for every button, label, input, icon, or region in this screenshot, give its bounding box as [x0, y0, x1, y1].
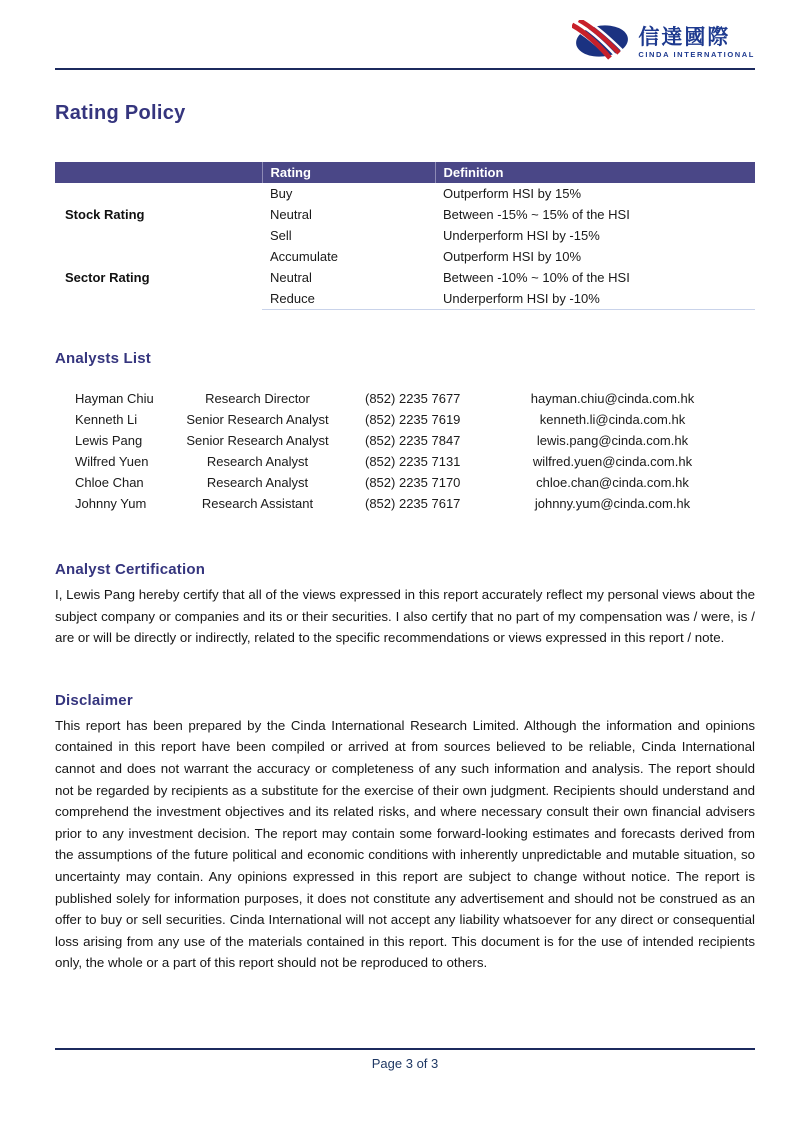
- analysts-table: [55, 388, 755, 514]
- rating-table-header-rating: Rating: [262, 162, 435, 183]
- table-row: [55, 472, 755, 493]
- analyst-phone: (852) 2235 7617: [365, 496, 461, 511]
- analyst-phone: (852) 2235 7847: [365, 433, 461, 448]
- page-footer: [55, 1048, 755, 1131]
- analyst-name: Hayman Chiu: [75, 391, 154, 406]
- cinda-logo-icon: [572, 20, 630, 67]
- rating-definition: Underperform HSI by -10%: [435, 288, 755, 310]
- analyst-name: Chloe Chan: [75, 475, 144, 490]
- page-title: Rating Policy: [55, 102, 186, 124]
- rating-definition: Between -15% ~ 15% of the HSI: [443, 207, 630, 222]
- analyst-title: Research Analyst: [206, 454, 309, 469]
- rating-table-header-definition: Definition: [435, 162, 755, 183]
- table-row: [55, 246, 755, 267]
- analyst-title: Research Analyst: [206, 475, 309, 490]
- analyst-name: Kenneth Li: [75, 412, 138, 427]
- company-logo: [572, 20, 755, 67]
- analyst-title: Senior Research Analyst: [186, 412, 329, 427]
- table-row: [55, 409, 755, 430]
- company-name-english: CINDA INTERNATIONAL: [638, 50, 755, 60]
- rating-value: Accumulate: [270, 249, 338, 264]
- table-row: [55, 388, 755, 409]
- rating-value: Buy: [270, 186, 293, 201]
- analyst-certification-title: Analyst Certification: [55, 561, 206, 578]
- analyst-name: Lewis Pang: [75, 433, 143, 448]
- analyst-title: Research Director: [205, 391, 310, 406]
- analyst-phone: (852) 2235 7131: [365, 454, 461, 469]
- rating-definition: Outperform HSI by 10%: [443, 249, 581, 264]
- rating-table-header-empty: [55, 162, 262, 183]
- analyst-phone: (852) 2235 7170: [365, 475, 461, 490]
- analyst-certification-text: I, Lewis Pang hereby certify that all of the views expressed in this report accurately reflect my personal views about the subject company or companies and its or their securities. I also certify that no part of my compensation was / were, is / are or will be directly or indirectly, related to the specific recommendations or views expressed in this report / note.: [55, 587, 755, 646]
- table-row: [55, 493, 755, 514]
- disclaimer-title: Disclaimer: [55, 691, 133, 709]
- analyst-name: Johnny Yum: [75, 496, 147, 511]
- analyst-email: lewis.pang@cinda.com.hk: [536, 433, 689, 448]
- header-divider: [55, 68, 755, 70]
- rating-definition: Outperform HSI by 15%: [443, 186, 581, 201]
- rating-policy-table: [55, 162, 755, 310]
- rating-value: Reduce: [262, 288, 435, 310]
- table-row: [55, 430, 755, 451]
- analyst-email: wilfred.yuen@cinda.com.hk: [532, 454, 693, 469]
- analyst-name: Wilfred Yuen: [75, 454, 149, 469]
- rating-value: Neutral: [270, 207, 312, 222]
- analyst-phone: (852) 2235 7677: [365, 391, 461, 406]
- rating-value: Neutral: [270, 270, 312, 285]
- company-logo-text: [638, 27, 755, 59]
- rating-value: Sell: [270, 228, 292, 243]
- page-number: Page 3 of 3: [371, 1056, 439, 1071]
- analysts-list-title: Analysts List: [55, 350, 151, 367]
- analyst-title: Research Assistant: [201, 496, 314, 511]
- page-header: [55, 22, 755, 70]
- company-name-chinese: 信達國際: [638, 26, 731, 50]
- analyst-phone: (852) 2235 7619: [365, 412, 461, 427]
- analyst-title: Senior Research Analyst: [186, 433, 329, 448]
- rating-definition: Underperform HSI by -15%: [443, 228, 600, 243]
- table-row: [55, 451, 755, 472]
- rating-category-sector: Sector Rating: [65, 270, 150, 286]
- rating-table-header-row: [55, 162, 755, 183]
- footer-divider: [55, 1048, 755, 1050]
- rating-definition: Between -10% ~ 10% of the HSI: [443, 270, 630, 285]
- disclaimer-text: This report has been prepared by the Cinda International Research Limited. Although the information and opinions contained in this report have been compiled or arrived at from sources believed to be reliable, Cinda International cannot and does not warrant the accuracy or completeness of any such information and analysis. The report should not be regarded by recipients as a substitute for the exercise of their own judgment. Recipients should understand and comprehend the investment objectives and its related risks, and where necessary consult their own financial advisers prior to any investment decision. The report may contain some forward-looking estimates and forecasts derived from the assumptions of the future political and economic conditions with inherently unpredictable and mutable situation, so uncertainty may contain. Any opinions expressed in this report are subject to change without notice. The report is published solely for information purposes, it does not constitute any advertisement and should not be construed as an offer to buy or sell securities. Cinda International will not accept any liability whatsoever for any direct or consequential loss arising from any use of the materials contained in this report. This document is for the use of intended recipients only, the whole or a part of this report should not be reproduced to others.: [55, 717, 755, 971]
- analyst-email: johnny.yum@cinda.com.hk: [534, 496, 691, 511]
- table-row: [55, 183, 755, 204]
- rating-category-stock: Stock Rating: [65, 207, 145, 222]
- analyst-email: kenneth.li@cinda.com.hk: [539, 412, 686, 427]
- analyst-email: chloe.chan@cinda.com.hk: [536, 475, 689, 490]
- analyst-email: hayman.chiu@cinda.com.hk: [530, 391, 695, 406]
